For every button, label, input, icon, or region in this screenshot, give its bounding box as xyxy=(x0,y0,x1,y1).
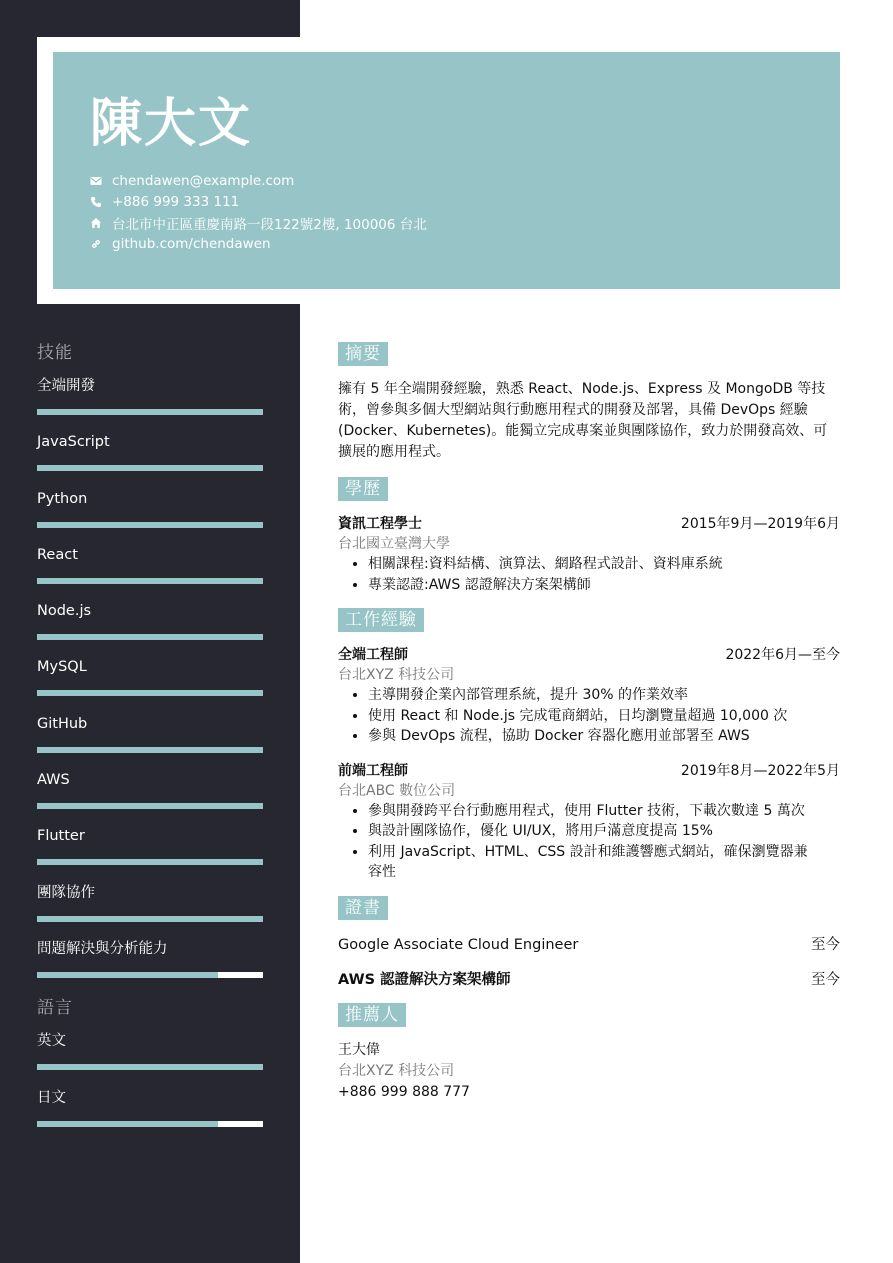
skill-item xyxy=(37,714,263,770)
experience-entry-head xyxy=(338,645,840,665)
skill-name: 團隊協作 xyxy=(37,884,95,901)
company: 台北ABC 數位公司 xyxy=(338,782,456,799)
email-text: chendawen@example.com xyxy=(112,172,295,189)
experience-entry xyxy=(338,645,840,747)
summary-text: 擁有 5 年全端開發經驗，熟悉 React、Node.js、Express 及 MongoDB 等技術，曾參與多個大型網站與行動應用程式的開發及部署，具備 DevOps 經驗(Docker、Kubernetes)。能獨立完成專案並與團隊協作，致力於開發高效、可擴展的應用程式。 xyxy=(338,381,828,460)
candidate-name: 陳大文 xyxy=(90,94,253,154)
certificates-title: 證書 xyxy=(338,896,388,920)
contact-website[interactable] xyxy=(90,233,427,254)
skill-level-bar xyxy=(37,465,263,471)
skill-level-bar xyxy=(37,690,263,696)
email-icon xyxy=(90,175,102,187)
experience-entry xyxy=(338,761,840,883)
skill-level-fill xyxy=(37,522,263,528)
contact-address xyxy=(90,212,427,233)
certificate-date: 至今 xyxy=(811,971,840,988)
certificate-date: 至今 xyxy=(811,936,840,953)
skill-level-bar xyxy=(37,803,263,809)
certificate-row xyxy=(338,970,840,990)
list-item: • 專業認證:AWS 認證解決方案架構師 xyxy=(368,575,840,596)
language-level-bar xyxy=(37,1121,263,1127)
list-item: • 參與 DevOps 流程，協助 Docker 容器化應用並部署至 AWS xyxy=(368,726,840,747)
skill-level-fill xyxy=(37,634,263,640)
education-section xyxy=(338,477,840,595)
reference-company: 台北XYZ 科技公司 xyxy=(338,1062,455,1079)
skill-level-fill xyxy=(37,690,263,696)
skill-level-bar xyxy=(37,972,263,978)
skill-item xyxy=(37,883,263,939)
main-content xyxy=(338,342,840,1103)
job-dates: 2022年6月—至今 xyxy=(725,647,840,663)
phone-icon xyxy=(90,196,102,208)
address-text: 台北市中正區重慶南路一段122號2樓, 100006 台北 xyxy=(112,216,427,233)
skill-level-bar xyxy=(37,747,263,753)
header xyxy=(53,52,840,289)
reference-phone: +886 999 888 777 xyxy=(338,1083,470,1100)
skill-item xyxy=(37,432,263,488)
skill-level-bar xyxy=(37,578,263,584)
language-name: 英文 xyxy=(37,1033,66,1050)
references-title: 推薦人 xyxy=(338,1003,406,1027)
skill-item xyxy=(37,545,263,601)
contact-email[interactable] xyxy=(90,170,427,191)
certificates-section xyxy=(338,896,840,990)
sidebar-content xyxy=(37,342,263,1144)
experience-section xyxy=(338,608,840,883)
skill-name: Flutter xyxy=(37,828,85,845)
degree: 資訊工程學士 xyxy=(338,516,422,532)
job-role: 全端工程師 xyxy=(338,647,408,663)
skill-name: GitHub xyxy=(37,715,88,732)
skill-level-fill xyxy=(37,972,218,978)
skill-level-fill xyxy=(37,409,263,415)
skill-level-fill xyxy=(37,859,263,865)
phone-text: +886 999 333 111 xyxy=(112,193,240,210)
list-item: • 利用 JavaScript、HTML、CSS 設計和維護響應式網站，確保瀏覽器兼容性 xyxy=(368,842,840,883)
skill-level-fill xyxy=(37,916,263,922)
education-entry xyxy=(338,514,840,595)
skill-level-fill xyxy=(37,578,263,584)
list-item: • 參與開發跨平台行動應用程式，使用 Flutter 技術，下載次數達 5 萬次 xyxy=(368,801,840,822)
skill-name: AWS xyxy=(37,772,70,789)
skill-level-fill xyxy=(37,803,263,809)
skill-level-fill xyxy=(37,747,263,753)
skill-item xyxy=(37,826,263,882)
skill-item xyxy=(37,770,263,826)
skill-level-bar xyxy=(37,522,263,528)
language-level-fill xyxy=(37,1064,263,1070)
skill-item xyxy=(37,657,263,713)
skill-level-bar xyxy=(37,634,263,640)
languages-list xyxy=(37,1031,263,1144)
skill-name: 問題解決與分析能力 xyxy=(37,940,168,957)
skill-name: React xyxy=(37,546,78,563)
experience-entry-head xyxy=(338,761,840,781)
website-text: github.com/chendawen xyxy=(112,235,271,252)
summary-title: 摘要 xyxy=(338,342,388,366)
summary-section xyxy=(338,342,840,463)
education-entry-head xyxy=(338,514,840,534)
list-item: • 使用 React 和 Node.js 完成電商網站，日均瀏覽量超過 10,000 次 xyxy=(368,706,840,727)
language-level-fill xyxy=(37,1121,218,1127)
skill-item xyxy=(37,601,263,657)
list-item: • 相關課程:資料結構、演算法、網路程式設計、資料庫系統 xyxy=(368,554,840,575)
job-bullets xyxy=(338,801,840,883)
link-icon xyxy=(90,238,102,250)
job-bullets xyxy=(338,685,840,747)
certificate-name: Google Associate Cloud Engineer xyxy=(338,936,579,953)
skill-item xyxy=(37,939,263,995)
skill-name: MySQL xyxy=(37,659,87,676)
list-item: • 主導開發企業內部管理系統，提升 30% 的作業效率 xyxy=(368,685,840,706)
contact-list xyxy=(90,170,427,254)
skills-heading: 技能 xyxy=(37,343,73,363)
skill-level-bar xyxy=(37,409,263,415)
education-title: 學歷 xyxy=(338,477,388,501)
contact-phone[interactable] xyxy=(90,191,427,212)
education-bullets xyxy=(338,554,840,595)
job-role: 前端工程師 xyxy=(338,762,408,779)
skill-level-fill xyxy=(37,465,263,471)
skill-level-bar xyxy=(37,916,263,922)
education-dates: 2015年9月—2019年6月 xyxy=(680,516,840,532)
reference-entry xyxy=(338,1040,840,1103)
certificate-name: AWS 認證解決方案架構師 xyxy=(338,971,511,988)
experience-title: 工作經驗 xyxy=(338,608,424,632)
skill-name: JavaScript xyxy=(37,434,110,451)
references-section xyxy=(338,1003,840,1103)
list-item: • 與設計團隊協作，優化 UI/UX，將用戶滿意度提高 15% xyxy=(368,821,840,842)
language-name: 日文 xyxy=(37,1089,66,1106)
reference-name: 王大偉 xyxy=(338,1041,380,1058)
school: 台北國立臺灣大學 xyxy=(338,536,450,552)
job-dates: 2019年8月—2022年5月 xyxy=(680,762,840,779)
company: 台北XYZ 科技公司 xyxy=(338,667,455,683)
languages-heading: 語言 xyxy=(37,998,73,1019)
certificate-row xyxy=(338,935,840,955)
skill-name: 全端開發 xyxy=(37,378,95,394)
language-item xyxy=(37,1088,263,1144)
home-icon xyxy=(90,217,102,229)
skills-list xyxy=(37,376,263,995)
skill-item xyxy=(37,376,263,432)
skill-item xyxy=(37,489,263,545)
skill-level-bar xyxy=(37,859,263,865)
language-level-bar xyxy=(37,1064,263,1070)
language-item xyxy=(37,1031,263,1087)
skill-name: Python xyxy=(37,490,88,507)
skill-name: Node.js xyxy=(37,603,92,620)
